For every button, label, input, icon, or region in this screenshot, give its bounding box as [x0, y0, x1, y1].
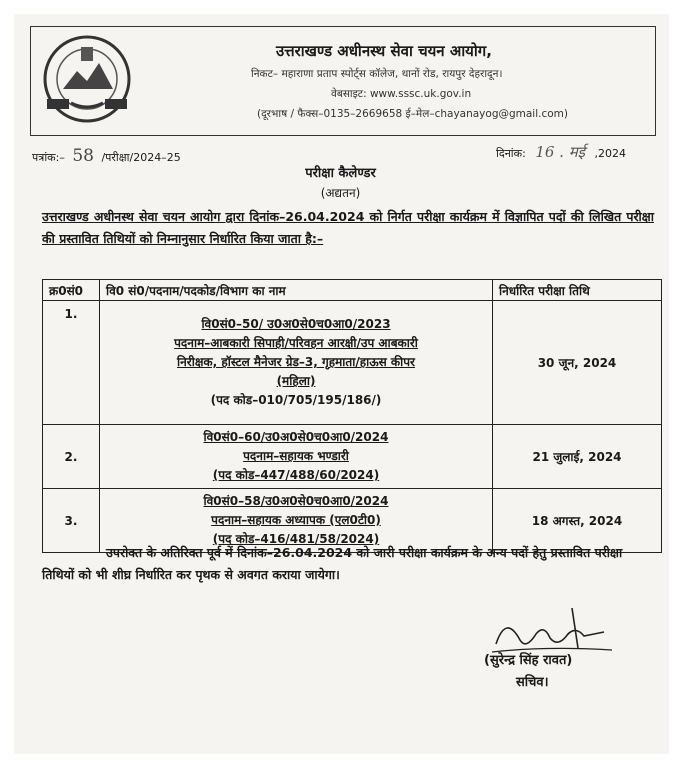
- exam-date-cell: 18 अगस्त, 2024: [493, 489, 662, 553]
- reference-label: पत्रांक:–: [32, 151, 65, 164]
- serial-cell: 2.: [43, 425, 100, 489]
- post-line: (पद कोड–447/488/60/2024): [212, 468, 380, 482]
- column-header-serial: क्र0सं0: [43, 280, 100, 301]
- post-line: पदनाम–सहायक अध्यापक (एल0टी0): [211, 513, 381, 527]
- intro-text: उत्तराखण्ड अधीनस्थ सेवा चयन आयोग द्वारा दिनांक–26.04.2024 को निर्गत परीक्षा कार्यक्रम में विज्ञापित पदों की लिखित परीक्षा की प्रस्तावित तिथियों को निम्नानुसार निर्धारित किया जाता है:–: [42, 209, 654, 246]
- org-website: वेबसाइट: www.sssc.uk.gov.in: [331, 88, 472, 100]
- page-subtitle: (अद्यतन): [320, 186, 361, 200]
- letter-date: [496, 142, 626, 162]
- post-line: पदनाम–आबकारी सिपाही/परिवहन आरक्षी/उप आबकारी: [174, 336, 418, 350]
- post-line: वि0सं0–58/उ0अ0से0च0आ0/2024: [203, 494, 389, 508]
- column-header-post: वि0 सं0/पदनाम/पदकोड/विभाग का नाम: [100, 280, 493, 301]
- post-cell: [100, 425, 493, 489]
- post-line: पदनाम–सहायक भण्डारी: [243, 449, 349, 463]
- signatory-name: (सुरेन्द्र सिंह रावत): [484, 653, 573, 668]
- date-label: दिनांक:: [496, 147, 526, 160]
- post-line: निरीक्षक, हॉस्टल मैनेजर ग्रेड–3, गृहमाता/हाऊस कीपर: [177, 355, 415, 369]
- reference-suffix: /परीक्षा/2024–25: [101, 151, 181, 164]
- exam-date-cell: 21 जुलाई, 2024: [493, 425, 662, 489]
- commission-emblem-logo: [41, 33, 133, 125]
- exam-date-cell: 30 जून, 2024: [493, 301, 662, 425]
- intro-paragraph: [42, 206, 654, 250]
- serial-cell: 1.: [43, 301, 100, 425]
- post-line: (महिला): [276, 374, 316, 388]
- post-cell: [100, 301, 493, 425]
- org-name: उत्तराखण्ड अधीनस्थ सेवा चयन आयोग,: [276, 42, 492, 60]
- reference-number-value: 58: [72, 146, 94, 166]
- page-title: परीक्षा कैलेण्डर: [305, 166, 376, 181]
- date-year: ,2024: [594, 147, 627, 160]
- org-contact: (दूरभाष / फैक्स–0135–2669658 ई–मेल–chayanayog@gmail.com): [257, 108, 569, 120]
- table-row: [43, 425, 662, 489]
- exam-schedule-table: [42, 279, 662, 553]
- letterhead: [30, 26, 656, 136]
- post-line: (पद कोड–010/705/195/186/): [210, 393, 382, 407]
- serial-cell: 3.: [43, 489, 100, 553]
- footer-note: उपरोक्त के अतिरिक्त पूर्व में दिनांक–26.04.2024 को जारी परीक्षा कार्यक्रम के अन्य पदों हेतु प्रस्तावित परीक्षा तिथियों को भी शीघ्र निर्धारित कर पृथक से अवगत कराया जायेगा।: [42, 545, 623, 582]
- signatory-designation: सचिव।: [516, 675, 549, 690]
- post-line: वि0सं0–60/उ0अ0से0च0आ0/2024: [203, 430, 389, 444]
- table-header-row: [43, 280, 662, 301]
- table-row: [43, 301, 662, 425]
- post-line: वि0सं0–50/ उ0अ0से0च0आ0/2023: [201, 317, 391, 331]
- date-handwritten: 16 . मई: [535, 143, 586, 161]
- post-line: (पद कोड–416/481/58/2024): [212, 532, 380, 546]
- org-address: निकट– महाराणा प्रताप स्पोर्ट्स कॉलेज, थानों रोड, रायपुर देहरादून।: [251, 68, 503, 80]
- column-header-date: निर्धारित परीक्षा तिथि: [493, 280, 662, 301]
